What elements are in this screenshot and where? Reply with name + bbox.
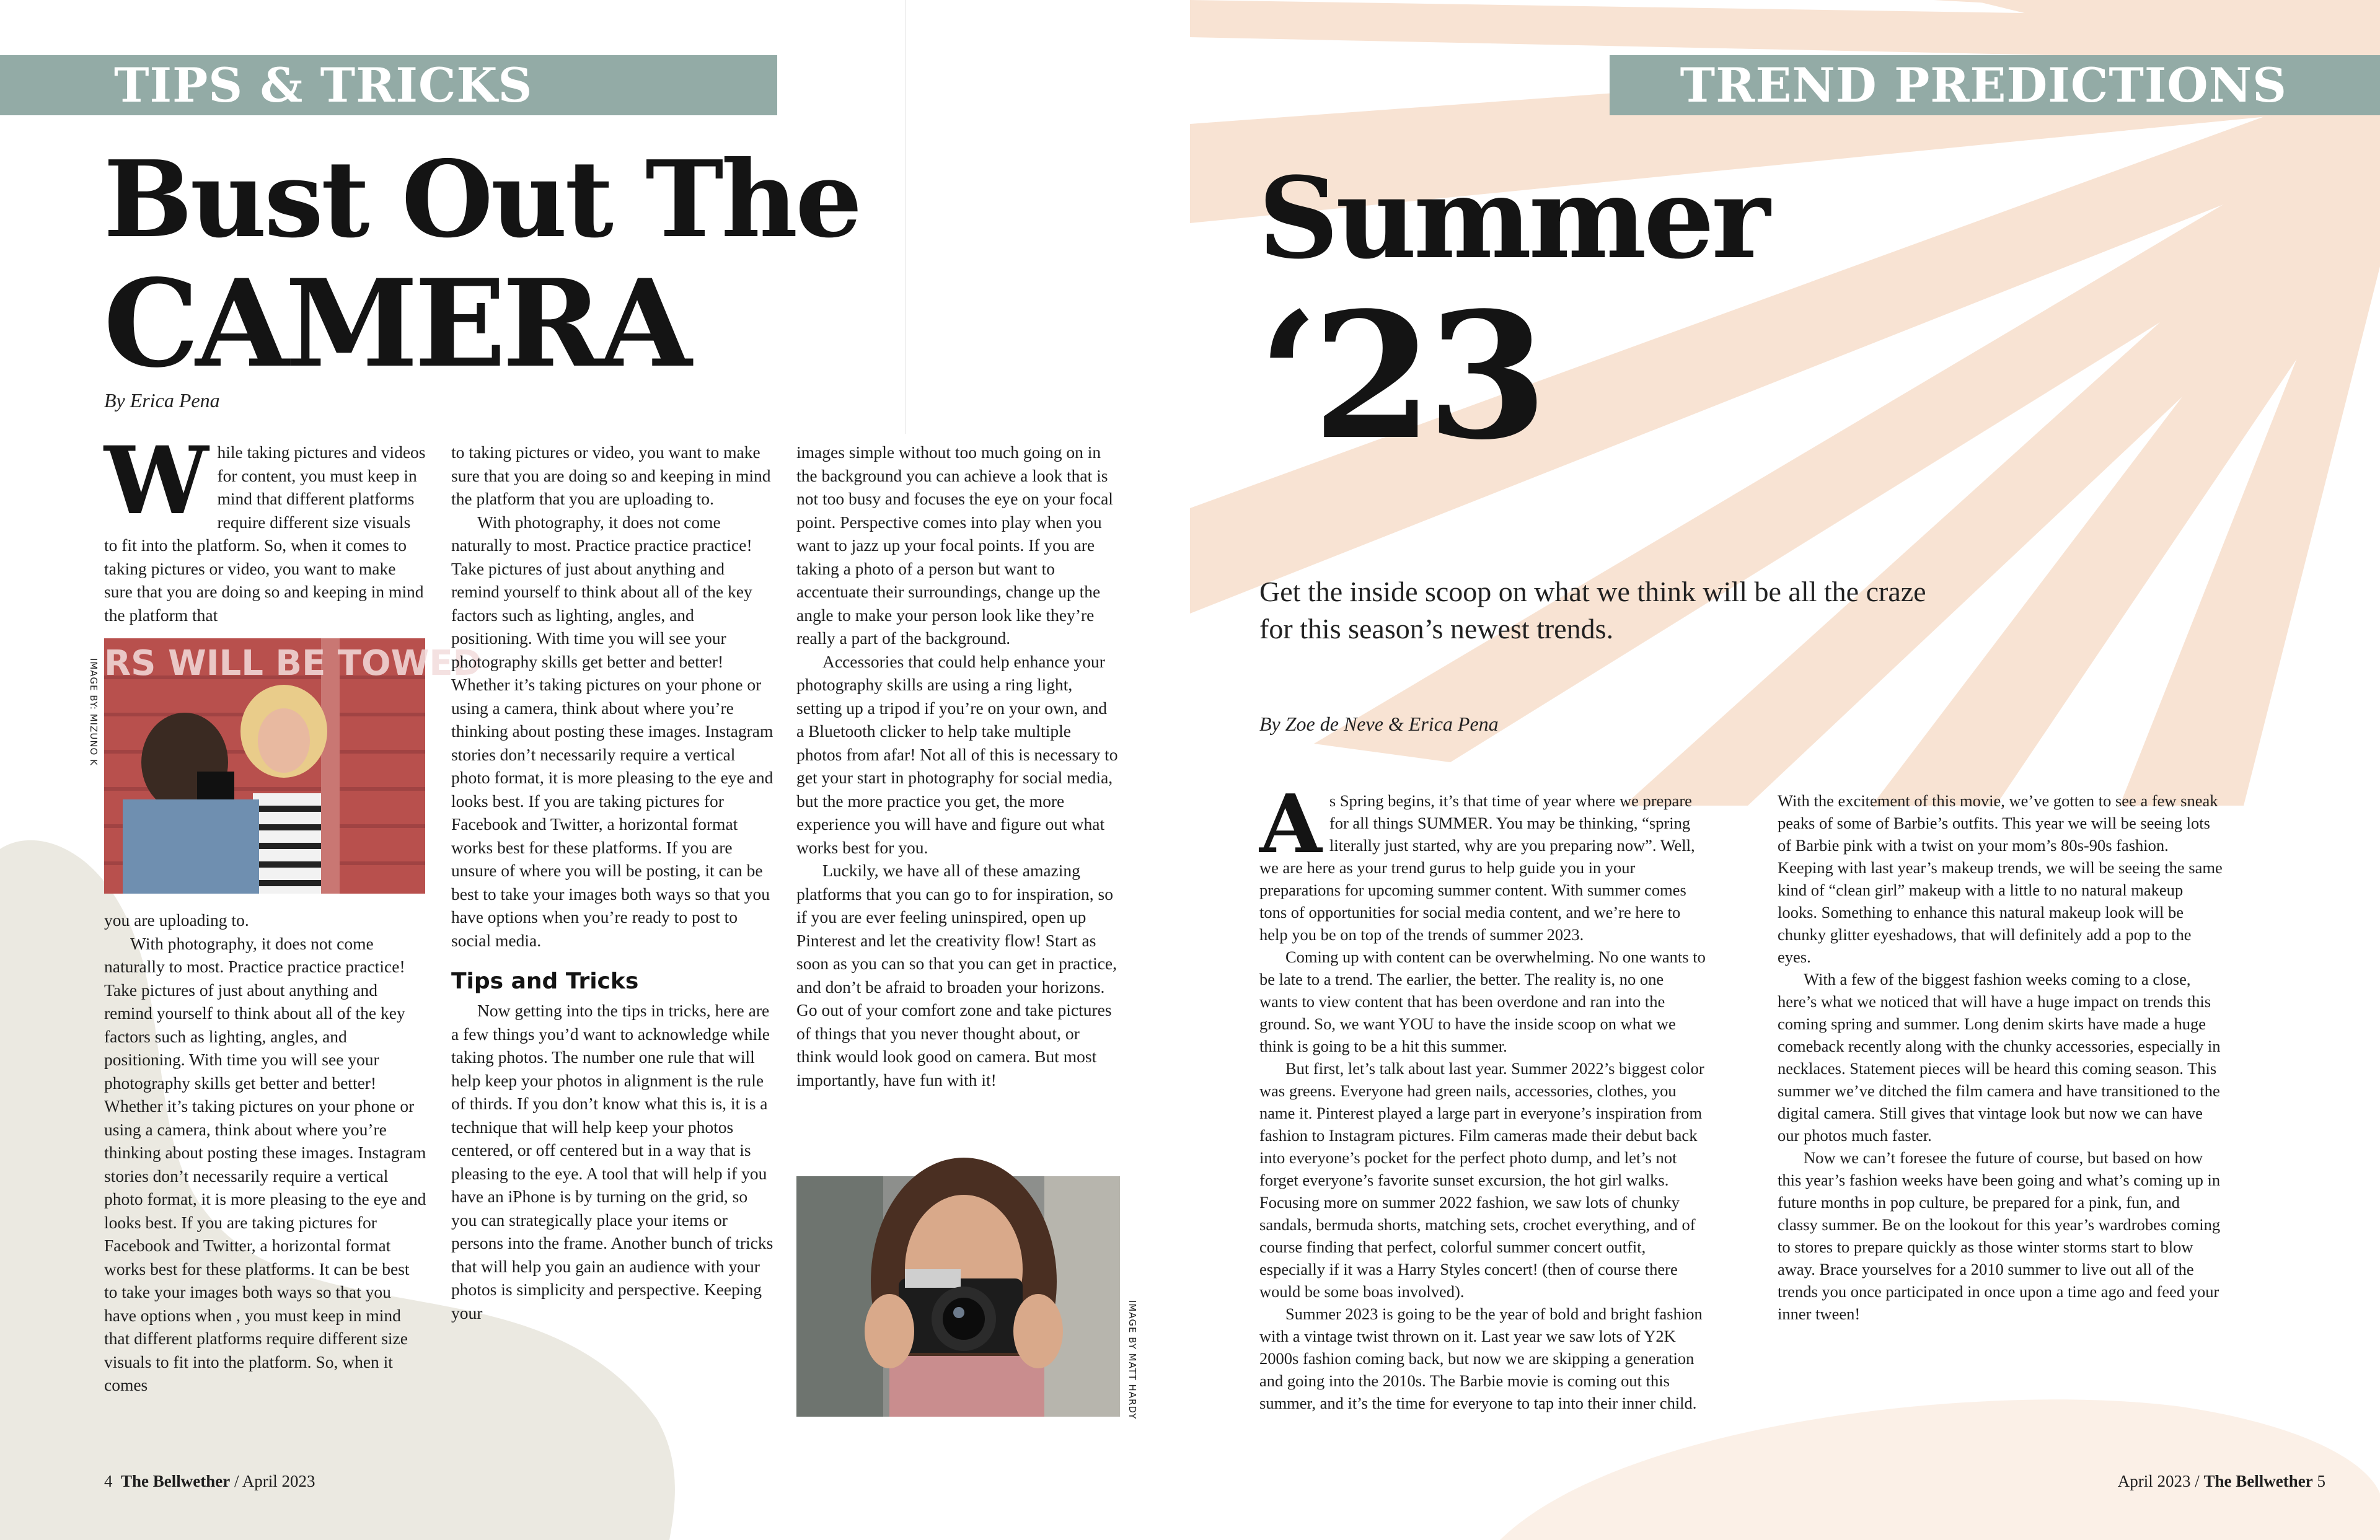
paragraph: hile taking pictures and videos for content, you must keep in mind that different platforms require different size visuals to fit into the platform. So, when it comes to taking pictures or video, you want to make sure that you are doing so and keeping in mind the platform that <box>104 442 426 625</box>
issue-date: April 2023 <box>2117 1472 2191 1490</box>
article-column-1 <box>1259 777 1706 1414</box>
article-column-1 <box>104 426 426 627</box>
footer-left <box>104 1472 315 1491</box>
page-number: 5 <box>2317 1472 2325 1490</box>
paragraph: Coming up with content can be overwhelming. No one wants to be late to a trend. The earlier, the better. The reality is, no one wants to view content that has been overdone and ran into the ground. So, we want YOU to have the inside scoop on what we think is going to be a hit this summer. <box>1259 948 1706 1055</box>
paragraph: With photography, it does not come naturally to most. Practice practice practice! Take pictures of just about anything and remind yourself to think about all of the key factors such as lighting, angles, and positioning. With time you will see your photography skills get better and better! Whether it’s taking pictures on your phone or using a camera, think about where you’re thinking about posting these images. Instagram stories don’t necessarily require a vertical photo format, it is more pleasing to the eye and looks best. If you are taking pictures for Facebook and Twitter, a horizontal format works best for these platforms. If you are unsure of where you will be posting, it can be best to take your images both ways so that you have options when you’re ready to post to social media. <box>451 512 774 950</box>
dropcap: A <box>1259 777 1322 871</box>
publication-name: The Bellwether <box>2203 1472 2313 1490</box>
photo-sign-text: RS WILL BE TOWED <box>104 643 482 684</box>
section-banner: TREND PREDICTIONS <box>1610 55 2380 115</box>
photo-credit: IMAGE BY: MIZUNO K <box>88 658 99 766</box>
issue-date: April 2023 <box>242 1472 315 1490</box>
headline-line-1: Bust Out The <box>104 138 860 262</box>
paragraph: With the excitement of this movie, we’ve gotten to see a few sneak peaks of some of Barbie’s outfits. This year we will be seeing lots of Barbie pink with a twist on your mom’s 80s-90s fashion. Keeping with last year’s makeup trends, we will be seeing the same kind of “clean girl” makeup with a little to no natural makeup looks. Something to enhance this natural makeup look will be chunky glitter eyeshadows, that will definitely add a pop to the eyes. <box>1778 791 2223 966</box>
dek: Get the inside scoop on what we think will be all the craze for this season’s newest trends. <box>1259 576 1926 645</box>
byline: By Zoe de Neve & Erica Pena <box>1259 713 1499 735</box>
paragraph: With a few of the biggest fashion weeks coming to a close, here’s what we noticed that will have a huge impact on trends this coming spring and summer. Long denim skirts have made a huge comeback recently along with the chunky accessories, especially in necklaces. Statement pieces will be heard this coming season. This summer we’ve ditched the film camera and have transitioned to the digital camera. Still gives that vintage look but now we can have our photos much faster. <box>1778 970 2221 1145</box>
article-column-1-continued <box>104 909 426 1397</box>
page-number: 4 <box>104 1472 113 1490</box>
paragraph: to taking pictures or video, you want to make sure that you are doing so and keeping in mind the platform that you are uploading to. <box>451 442 771 508</box>
paragraph: Summer 2023 is going to be the year of bold and bright fashion with a vintage twist thrown on it. Last year we saw lots of Y2K 2000s fashion coming back, but now we are skipping a generation and going into the 2010s. The Barbie movie is coming out this summer, and it’s the time for everyone to tap into their inner child. <box>1259 1305 1703 1412</box>
paragraph: Accessories that could help enhance your photography skills are using a ring light, setting up a tripod if you’re on your own, and a Bluetooth clicker to help take multiple photos from afar! Not all of this is necessary to get your start in photography for social media, but the more practice you get, the more experience you will have and figure out what works best for you. <box>796 651 1118 857</box>
paragraph: With photography, it does not come naturally to most. Practice practice practice! Take pictures of just about anything and remind yourself to think about all of the key factors such as lighting, angles, and positioning. With time you will see your photography skills get better and better! Whether it’s taking pictures on your phone or using a camera, think about where you’re thinking about posting these images. Instagram stories don’t necessarily require a vertical photo format, it is more pleasing to the eye and looks best. If you are taking pictures for Facebook and Twitter, a horizontal format works best for these platforms. It can be best to take your images both ways so that you have options when , you must keep in mind that different platforms require different size visuals to fit into the platform. So, when it comes <box>104 933 426 1394</box>
paragraph: s Spring begins, it’s that time of year where we prepare for all things SUMMER. You may be thinking, “spring literally just started, why are you preparing now”. Well, we are here as your trend gurus to help guide you in your preparations for upcoming summer content. With summer comes tons of opportunities for social media content, and we’re here to help you be on top of the trends of summer 2023. <box>1259 791 1695 944</box>
article-column-2 <box>451 441 774 1324</box>
paragraph: you are uploading to. <box>104 910 249 930</box>
footer-separator: / <box>234 1472 239 1490</box>
byline: By Erica Pena <box>104 389 220 411</box>
photo-illustration <box>796 1176 1120 1417</box>
footer-right <box>2118 1472 2325 1491</box>
photo-photographer-and-model <box>104 638 482 894</box>
publication-name: The Bellwether <box>121 1472 231 1490</box>
headline-line-2: CAMERA <box>104 253 689 394</box>
paragraph: Luckily, we have all of these amazing platforms that you can go to for inspiration, so if you are ever feeling uninspired, open up Pinterest and let the creativity flow! Start as soon as you can so that you can get in practice, and don’t be afraid to broaden your horizons. Go out of your comfort zone and take pictures of things that you never thought about, or think would look good on camera. But most importantly, have fun with it! <box>796 861 1117 1089</box>
dropcap: W <box>104 426 209 535</box>
footer-separator: / <box>2195 1472 2200 1490</box>
photo-credit: IMAGE BY MATT HARDY <box>1127 1300 1138 1420</box>
section-banner: TIPS & TRICKS <box>0 55 777 115</box>
subhead-tips-and-tricks: Tips and Tricks <box>451 969 639 994</box>
paragraph: But first, let’s talk about last year. Summer 2022’s biggest color was greens. Everyone had green nails, accessories, clothes, you name it. Pinterest played a large part in everyone’s inspiration from fashion to Instagram pictures. Film cameras made their debut back into everyone’s pocket for the perfect photo dump, and let’s not forget everyone’s favorite sunset excursion, the hot girl walks. Focusing more on summer 2022 fashion, we saw lots of chunky sandals, bermuda shorts, matching sets, crochet everything, and of course finding that perfect, colorful summer concert outfit, especially if it was a Harry Styles concert! (then of course there would be some boas involved). <box>1259 1059 1704 1301</box>
headline-line-2: ‘23 <box>1258 275 1542 478</box>
column-rule <box>905 0 906 434</box>
paragraph: images simple without too much going on in the background you can achieve a look that is not too busy and focuses the eye on your focal point. Perspective comes into play when you want to jazz up your focal points. If you are taking a photo of a person but want to accentuate their surroundings, change up the angle to make your person look like they’re really a part of the background. <box>796 442 1113 648</box>
headline-line-1: Summer <box>1258 153 1768 284</box>
paragraph: Now we can’t foresee the future of course, but based on how this year’s fashion weeks have been going and what’s coming up in future months in pop culture, be prepared for a pink, fun, and classy summer. Be on the lookout for this year’s wardrobes coming to stores to prepare quickly as those winter storms start to blow away. Brace yourselves for a 2010 summer to live out all of the trends you once participated in once upon a time ago and feed your inner tween! <box>1778 1148 2221 1323</box>
article-column-2 <box>1778 790 2224 1325</box>
paragraph: Now getting into the tips in tricks, here are a few things you’d want to acknowledge while taking photos. The number one rule that will help keep your photos in alignment is the rule of thirds. If you don’t know what this is, it is a technique that will help keep your photos centered, or off centered but in a way that is pleasing to the eye. A tool that will help if you have an iPhone is by turning on the grid, so you can strategically place your items or persons into the frame. Another bunch of tricks that will help you gain an audience with your photos is simplicity and perspective. Keeping your <box>451 1001 774 1322</box>
article-column-3 <box>796 441 1119 1091</box>
photo-woman-with-camera <box>796 1176 1120 1417</box>
right-page <box>1190 0 2380 1540</box>
